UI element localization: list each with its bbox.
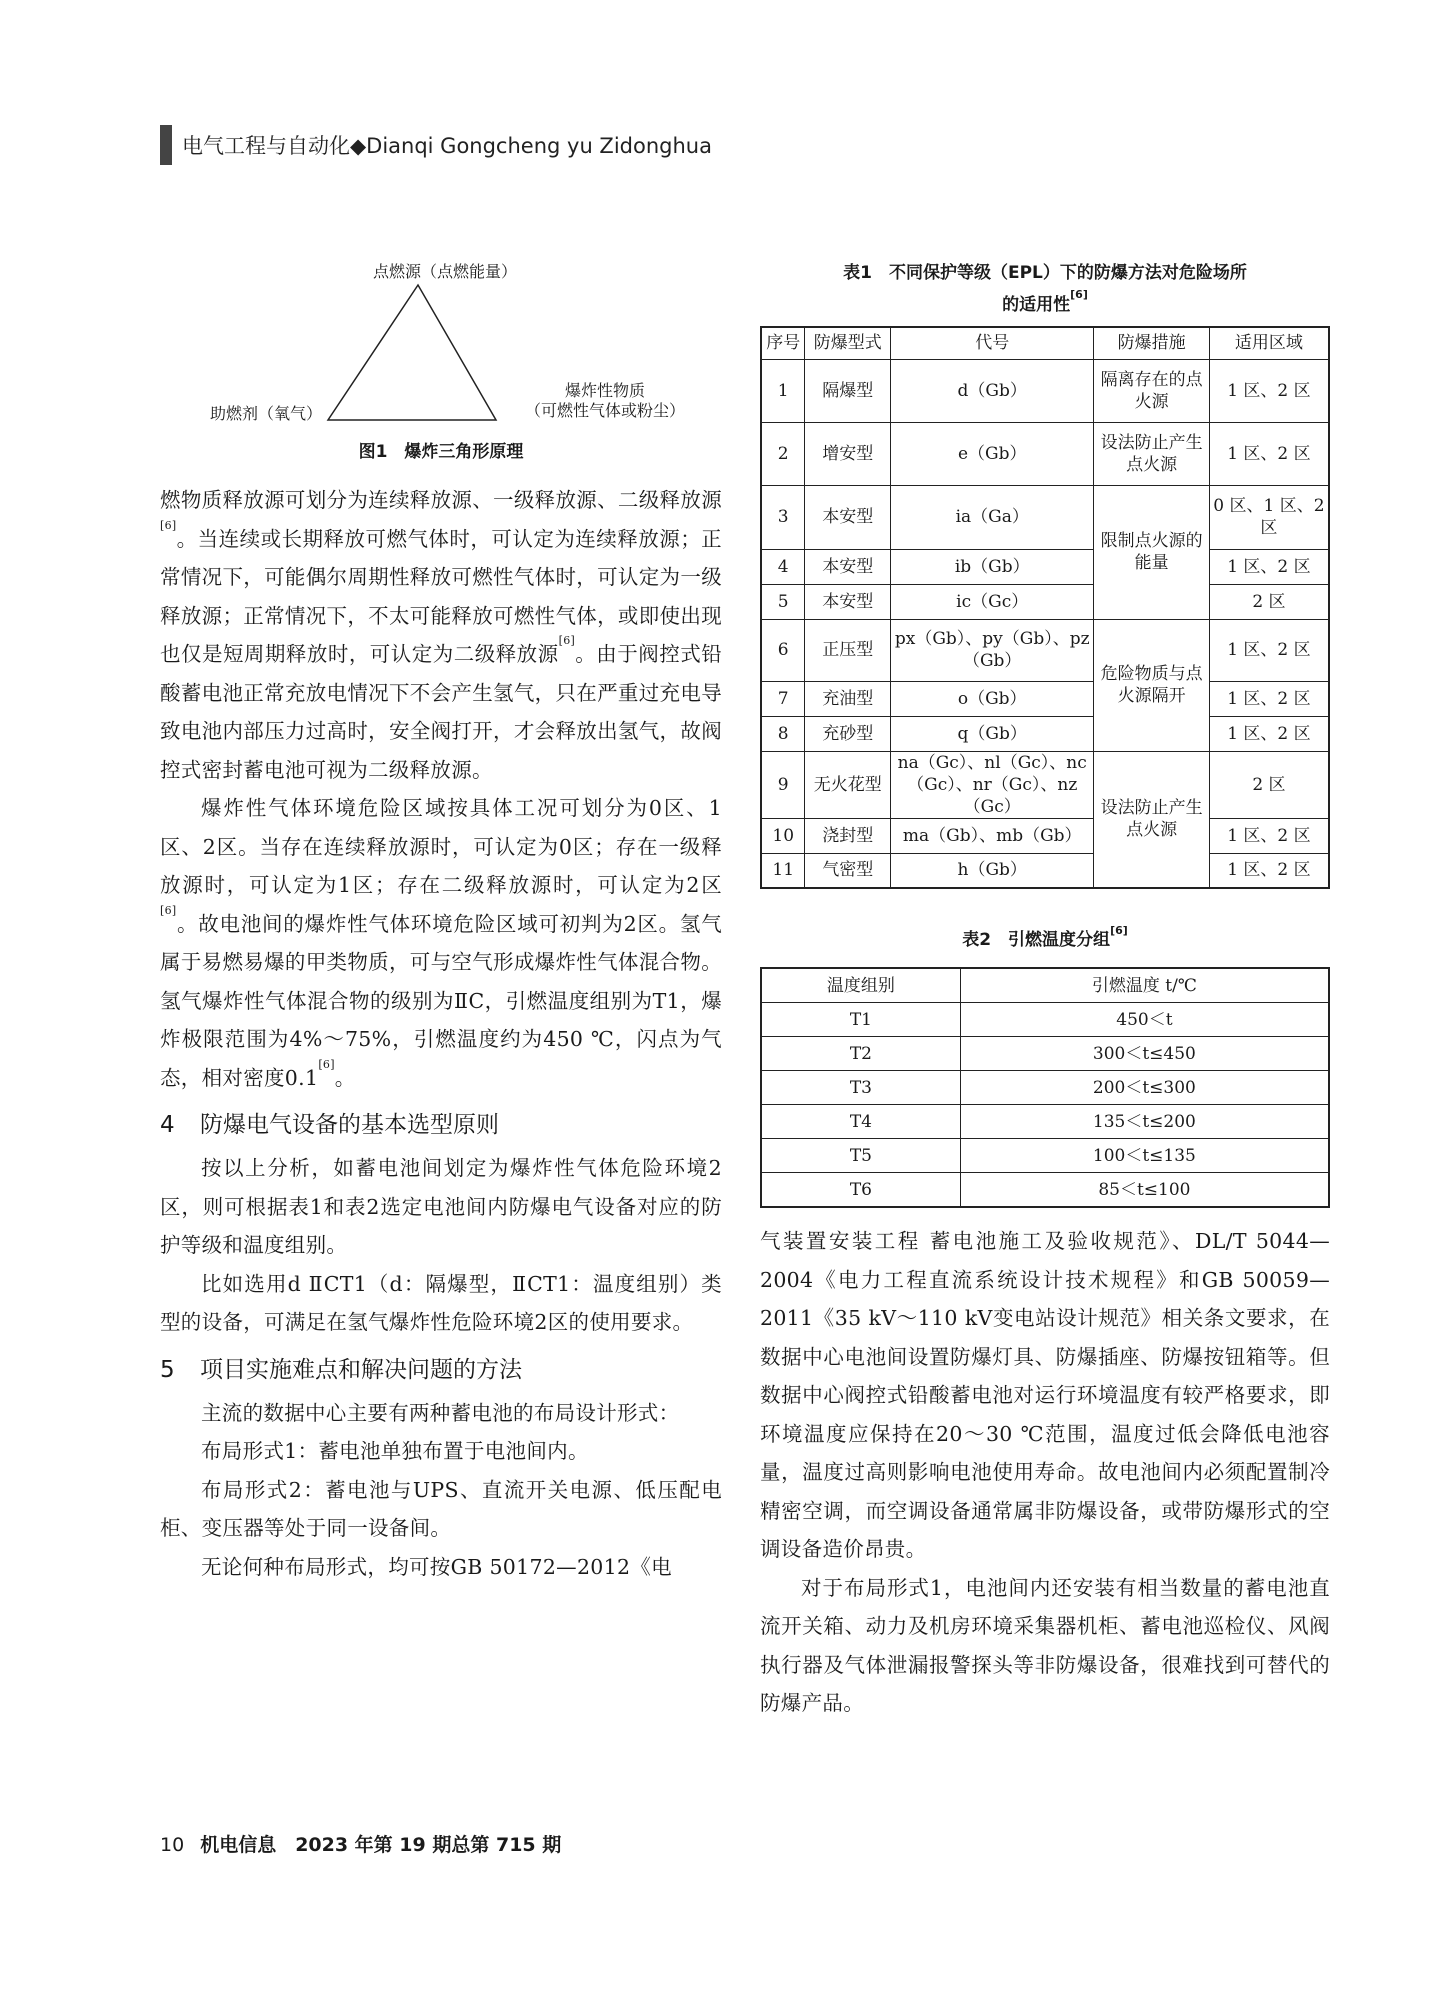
table-row: 2 增安型 e（Gb） 设法防止产生点火源 1 区、2 区 <box>761 422 1329 485</box>
header-text: 电气工程与自动化◆Dianqi Gongcheng yu Zidonghua <box>182 134 712 158</box>
paragraph: 布局形式2：蓄电池与UPS、直流开关电源、低压配电柜、变压器等处于同一设备间。 <box>160 1477 722 1540</box>
table-row: 7 充油型 o（Gb） 1 区、2 区 <box>761 681 1329 716</box>
table-header: 温度组别 <box>761 968 960 1003</box>
table-header: 引燃温度 t/℃ <box>960 968 1329 1003</box>
table-row: 3 本安型 ia（Ga） 限制点火源的能量 0 区、1 区、2 区 <box>761 485 1329 549</box>
table-1-block <box>760 257 1330 889</box>
table-row: 4 本安型 ib（Gb） 1 区、2 区 <box>761 549 1329 584</box>
table-2-block <box>760 925 1330 1208</box>
table2-caption: 表2 引燃温度分组[6] <box>962 924 1128 950</box>
table-header: 适用区域 <box>1209 327 1329 359</box>
page-footer <box>160 1830 561 1857</box>
table-row: T3 200＜t≤300 <box>761 1071 1329 1105</box>
table-row: T5 100＜t≤135 <box>761 1139 1329 1173</box>
table-row: 5 本安型 ic（Gc） 2 区 <box>761 584 1329 619</box>
left-column <box>160 481 722 1586</box>
fig1-top-label: 点燃源（点燃能量） <box>372 262 517 281</box>
table-header: 防爆型式 <box>805 327 891 359</box>
table-row: T2 300＜t≤450 <box>761 1037 1329 1071</box>
fig1-right-label: 爆炸性物质 （可燃性气体或粉尘） <box>524 381 685 420</box>
table-row: T6 85＜t≤100 <box>761 1173 1329 1208</box>
table-row: T1 450＜t <box>761 1003 1329 1037</box>
figure-1 <box>160 255 722 470</box>
page-number: 10 <box>160 1834 185 1856</box>
table-row: 9 无火花型 na（Gc）、nl（Gc）、nc（Gc）、nr（Gc）、nz（Gc） 设法防止产生点火源 2 区 <box>761 751 1329 818</box>
table-row: 10 浇封型 ma（Gb）、mb（Gb） 1 区、2 区 <box>761 818 1329 853</box>
paragraph: 主流的数据中心主要有两种蓄电池的布局设计形式： <box>201 1400 680 1425</box>
table-row: T4 135＜t≤200 <box>761 1105 1329 1139</box>
table-2 <box>760 967 1330 1208</box>
paragraph: 燃物质释放源可划分为连续释放源、一级释放源、二级释放源[6]。当连续或长期释放可燃气体时，可认定为连续释放源；正常情况下，可能偶尔周期性释放可燃性气体时，可认定为一级释放源；正常情况下，不太可能释放可燃性气体，或即使出现也仅是短周期释放时，可认定为二级释放源[6]。由于阀控式铅酸蓄电池正常充放电情况下不会产生氢气，只在严重过充电导致电池内部压力过高时，安全阀打开，才会释放出氢气，故阀控式密封蓄电池可视为二级释放源。 <box>160 488 722 782</box>
fig1-caption: 图1 爆炸三角形原理 <box>358 442 524 462</box>
table-row: 8 充砂型 q（Gb） 1 区、2 区 <box>761 716 1329 751</box>
table-1 <box>760 326 1330 889</box>
fig1-left-label: 助燃剂（氧气） <box>210 404 323 423</box>
paragraph: 布局形式1：蓄电池单独布置于电池间内。 <box>201 1439 589 1463</box>
header-bar <box>160 125 172 165</box>
paragraph: 爆炸性气体环境危险区域按具体工况可划分为0区、1区、2区。当存在连续释放源时，可认定为0区；存在一级释放源时，可认定为1区；存在二级释放源时，可认定为2区[6]。故电池间的爆炸性气体环境危险区域可初判为2区。氢气属于易燃易爆的甲类物质，可与空气形成爆炸性气体混合物。氢气爆炸性气体混合物的级别为ⅡC，引燃温度组别为T1，爆炸极限范围为4%～75%，引燃温度约为450 ℃，闪点为气态，相对密度0.1[6]。 <box>160 796 722 1090</box>
table-header: 防爆措施 <box>1094 327 1210 359</box>
right-column <box>760 1222 1330 1723</box>
running-header <box>160 124 712 166</box>
paragraph: 对于布局形式1，电池间内还安装有相当数量的蓄电池直流开关箱、动力及机房环境采集器机柜、蓄电池巡检仪、风阀执行器及气体泄漏报警探头等非防爆设备，很难找到可替代的防爆产品。 <box>760 1575 1330 1715</box>
section-5-heading: 5 项目实施难点和解决问题的方法 <box>160 1356 522 1383</box>
section-4-heading: 4 防爆电气设备的基本选型原则 <box>160 1112 499 1138</box>
table-row: 6 正压型 px（Gb）、py（Gb）、pz（Gb） 危险物质与点火源隔开 1 区、2 区 <box>761 619 1329 681</box>
triangle-shape <box>328 285 496 420</box>
journal-info: 机电信息 2023 年第 19 期总第 715 期 <box>200 1834 562 1856</box>
table1-caption: 表1 不同保护等级（EPL）下的防爆方法对危险场所 的适用性[6] <box>843 263 1247 315</box>
paragraph: 比如选用d ⅡCT1（d：隔爆型，ⅡCT1：温度组别）类型的设备，可满足在氢气爆炸性危险环境2区的使用要求。 <box>160 1271 722 1334</box>
table-row: 1 隔爆型 d（Gb） 隔离存在的点火源 1 区、2 区 <box>761 359 1329 422</box>
paragraph: 气装置安装工程 蓄电池施工及验收规范》、DL/T 5044—2004《电力工程直流系统设计技术规程》和GB 50059—2011《35 kV～110 kV变电站设计规范》相关条文要求，在数据中心电池间设置防爆灯具、防爆插座、防爆按钮箱等。但数据中心阀控式铅酸蓄电池对运行环境温度有较严格要求，即环境温度应保持在20～30 ℃范围，温度过低会降低电池容量，温度过高则影响电池使用寿命。故电池间内必须配置制冷精密空调，而空调设备通常属非防爆设备，或带防爆形式的空调设备造价昂贵。 <box>760 1229 1330 1561</box>
paragraph: 无论何种布局形式，均可按GB 50172—2012《电 <box>201 1554 672 1579</box>
table-row: 11 气密型 h（Gb） 1 区、2 区 <box>761 853 1329 888</box>
paragraph: 按以上分析，如蓄电池间划定为爆炸性气体危险环境2区，则可根据表1和表2选定电池间内防爆电气设备对应的防护等级和温度组别。 <box>160 1156 722 1257</box>
table-header: 序号 <box>761 327 805 359</box>
table-header: 代号 <box>891 327 1094 359</box>
